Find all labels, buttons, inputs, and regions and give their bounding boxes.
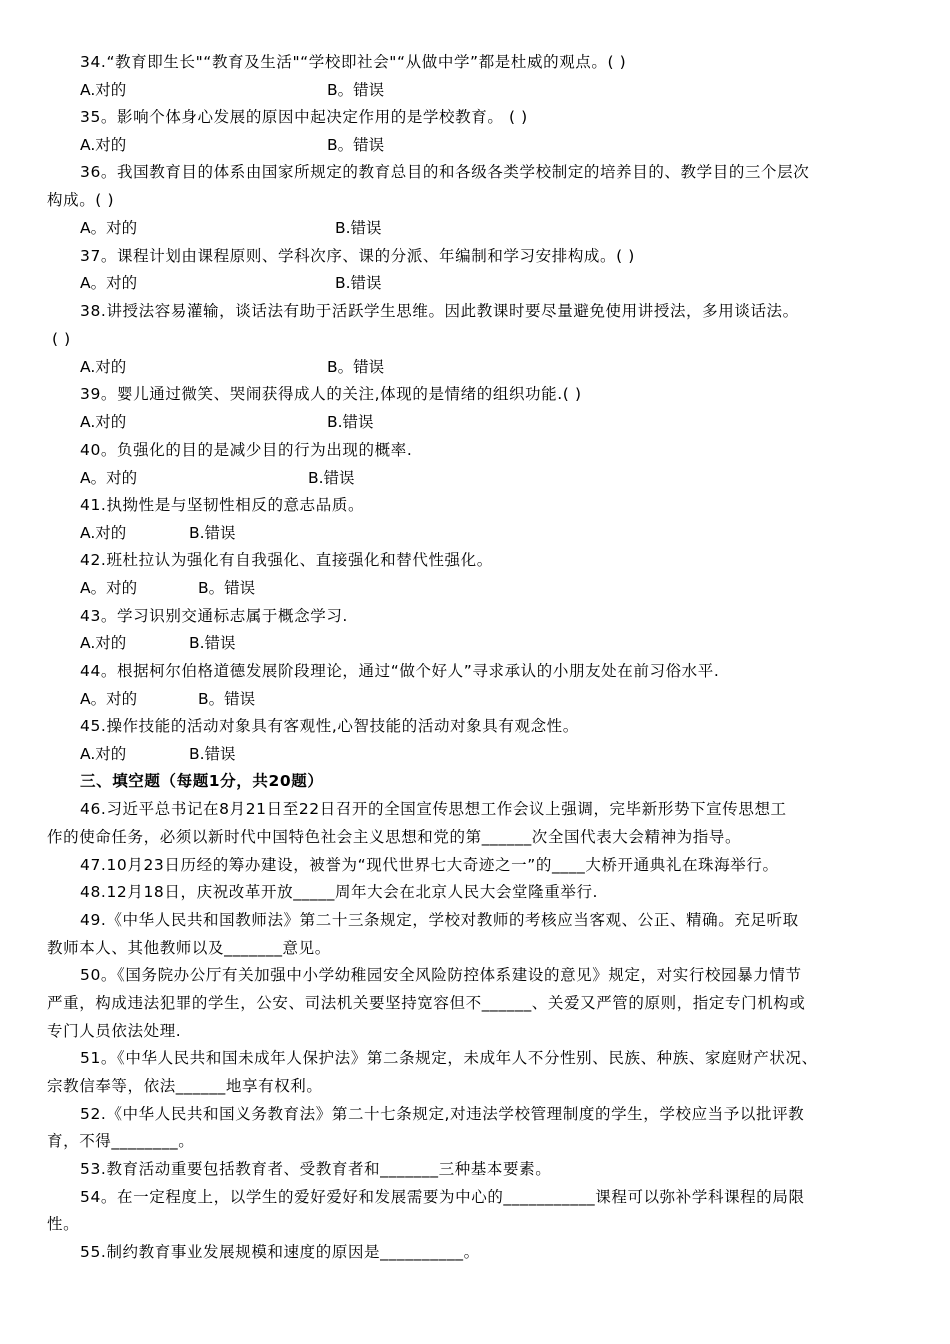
question-49: 49.《中华人民共和国教师法》第二十三条规定，学校对教师的考核应当客观、公正、精确。充足听取 bbox=[80, 911, 799, 929]
question-43: 43。学习识别交通标志属于概念学习. bbox=[80, 607, 348, 625]
question-50-cont2: 专门人员依法处理. bbox=[47, 1022, 182, 1040]
option-a: A。对的 bbox=[80, 469, 138, 487]
question-51-cont: 宗教信奉等，依法______地享有权利。 bbox=[47, 1077, 323, 1095]
question-42: 42.班杜拉认为强化有自我强化、直接强化和替代性强化。 bbox=[80, 551, 493, 569]
option-a: A。对的 bbox=[80, 690, 138, 708]
option-a: A.对的 bbox=[80, 358, 127, 376]
option-a: A.对的 bbox=[80, 136, 127, 154]
option-a: A.对的 bbox=[80, 81, 127, 99]
option-a: A.对的 bbox=[80, 634, 127, 652]
option-b: B.错误 bbox=[189, 745, 236, 763]
option-b: B。错误 bbox=[198, 579, 256, 597]
option-b: B.错误 bbox=[335, 274, 382, 292]
option-b: B.错误 bbox=[189, 524, 236, 542]
option-a: A。对的 bbox=[80, 579, 138, 597]
question-50: 50。《国务院办公厅有关加强中小学幼稚园安全风险防控体系建设的意见》规定，对实行校园暴力情节 bbox=[80, 966, 802, 984]
question-54: 54。在一定程度上，以学生的爱好爱好和发展需要为中心的___________课程可以弥补学科课程的局限 bbox=[80, 1188, 805, 1206]
question-53: 53.教育活动重要包括教育者、受教育者和_______三种基本要素。 bbox=[80, 1160, 552, 1178]
question-55: 55.制约教育事业发展规模和速度的原因是__________。 bbox=[80, 1243, 480, 1261]
question-54-cont: 性。 bbox=[47, 1215, 80, 1233]
question-52-cont: 育，不得________。 bbox=[47, 1132, 195, 1150]
option-a: A.对的 bbox=[80, 413, 127, 431]
question-52: 52.《中华人民共和国义务教育法》第二十七条规定,对违法学校管理制度的学生，学校应当予以批评教 bbox=[80, 1105, 805, 1123]
option-b: B。错误 bbox=[198, 690, 256, 708]
question-50-cont: 严重，构成违法犯罪的学生，公安、司法机关要坚持宽容但不______、关爱又严管的原则，指定专门机构或 bbox=[47, 994, 806, 1012]
option-b: B。错误 bbox=[327, 358, 385, 376]
option-b: B。错误 bbox=[327, 136, 385, 154]
question-39: 39。婴儿通过微笑、哭闹获得成人的关注,体现的是情绪的组织功能.( ) bbox=[80, 385, 582, 403]
question-45: 45.操作技能的活动对象具有客观性,心智技能的活动对象具有观念性。 bbox=[80, 717, 579, 735]
option-b: B.错误 bbox=[308, 469, 355, 487]
question-41: 41.执拗性是与坚韧性相反的意志品质。 bbox=[80, 496, 365, 514]
option-b: B.错误 bbox=[335, 219, 382, 237]
question-47: 47.10月23日历经的筹办建设，被誉为“现代世界七大奇迹之一”的____大桥开通典礼在珠海举行。 bbox=[80, 856, 779, 874]
question-51: 51。《中华人民共和国未成年人保护法》第二条规定，未成年人不分性别、民族、种族、家庭财产状况、 bbox=[80, 1049, 818, 1067]
question-36-cont: 构成。( ) bbox=[47, 191, 115, 209]
section-title: 三、填空题（每题1分，共20题） bbox=[80, 772, 324, 790]
question-46: 46.习近平总书记在8月21日至22日召开的全国宣传思想工作会议上强调，完毕新形势下宣传思想工 bbox=[80, 800, 787, 818]
option-a: A.对的 bbox=[80, 745, 127, 763]
question-49-cont: 教师本人、其他教师以及_______意见。 bbox=[47, 939, 331, 957]
option-b: B.错误 bbox=[189, 634, 236, 652]
option-b: B。错误 bbox=[327, 81, 385, 99]
question-37: 37。课程计划由课程原则、学科次序、课的分派、年编制和学习安排构成。( ) bbox=[80, 247, 635, 265]
question-40: 40。负强化的目的是减少目的行为出现的概率. bbox=[80, 441, 413, 459]
option-a: A.对的 bbox=[80, 524, 127, 542]
question-48: 48.12月18日，庆祝改革开放_____周年大会在北京人民大会堂隆重举行. bbox=[80, 883, 599, 901]
question-35: 35。影响个体身心发展的原因中起决定作用的是学校教育。 ( ) bbox=[80, 108, 528, 126]
question-46-cont: 作的使命任务，必须以新时代中国特色社会主义思想和党的第______次全国代表大会精神为指导。 bbox=[47, 828, 742, 846]
option-a: A。对的 bbox=[80, 274, 138, 292]
question-38: 38.讲授法容易灌输，谈话法有助于活跃学生思维。因此教课时要尽量避免使用讲授法，多用谈话法。 bbox=[80, 302, 799, 320]
question-36: 36。我国教育目的体系由国家所规定的教育总目的和各级各类学校制定的培养目的、教学目的三个层次 bbox=[80, 163, 810, 181]
option-b: B.错误 bbox=[327, 413, 374, 431]
question-34: 34.“教育即生长"“教育及生活"“学校即社会"“从做中学”都是杜威的观点。( ) bbox=[80, 53, 627, 71]
question-38-cont: ( ) bbox=[52, 330, 71, 348]
question-44: 44。根据柯尔伯格道德发展阶段理论，通过“做个好人”寻求承认的小朋友处在前习俗水平. bbox=[80, 662, 720, 680]
option-a: A。对的 bbox=[80, 219, 138, 237]
